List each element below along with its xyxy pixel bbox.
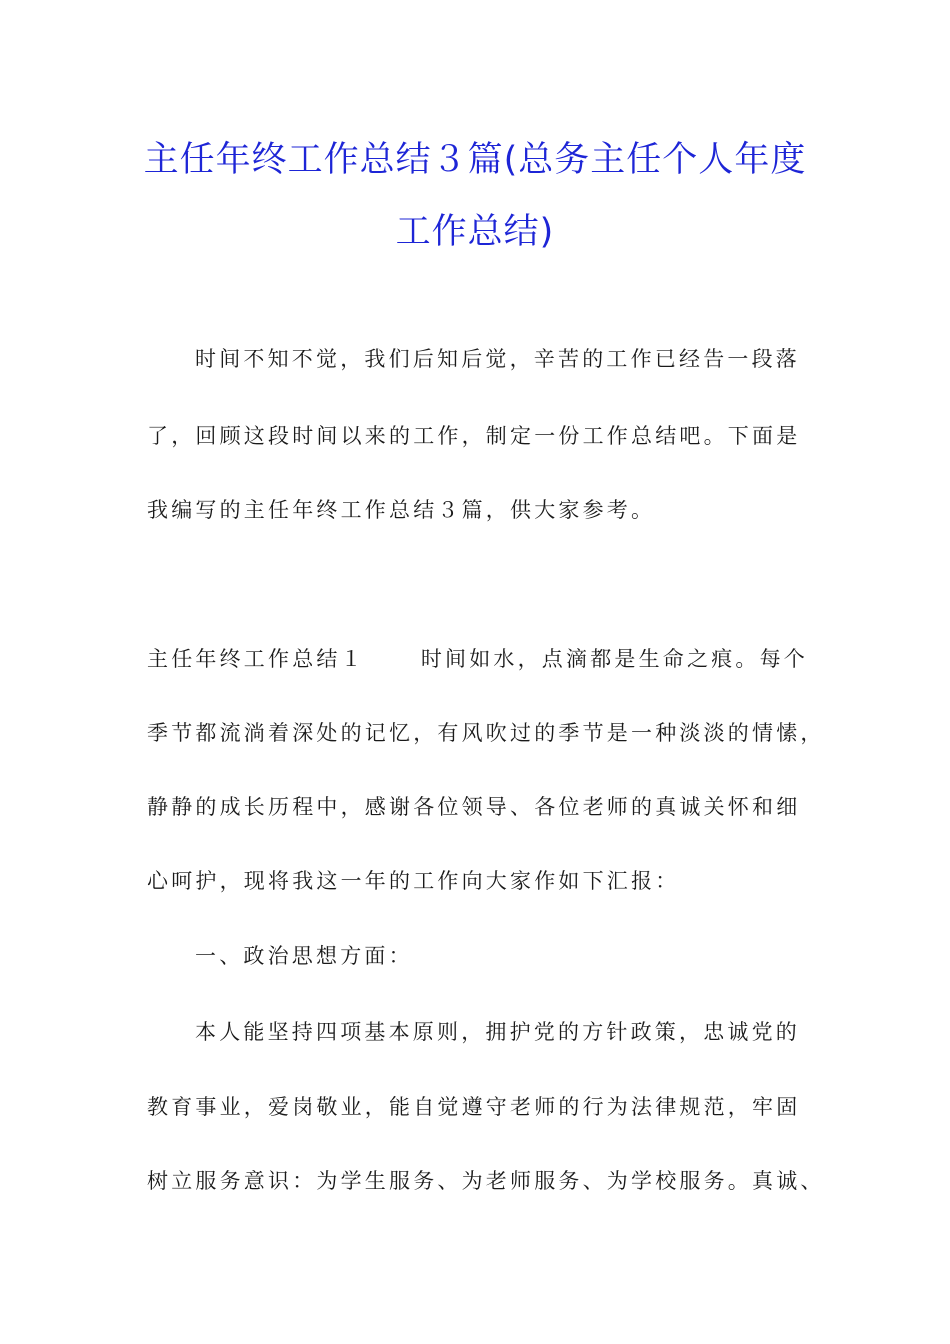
section-1-subheading: 一、政治思想方面： (195, 944, 413, 968)
intro-line-2: 了，回顾这段时间以来的工作，制定一份工作总结吧。下面是 (147, 424, 801, 448)
document-title-line-2: 工作总结) (395, 212, 555, 252)
section-1-heading: 主任年终工作总结１ (147, 647, 365, 671)
section-1-para2-line-2: 教育事业，爱岗敬业，能自觉遵守老师的行为法律规范，牢固 (147, 1095, 801, 1119)
section-1-first-line (147, 644, 817, 674)
section-1-para2-line-3: 树立服务意识：为学生服务、为老师服务、为学校服务。真诚、 (147, 1169, 825, 1193)
section-1-line-4: 心呵护，现将我这一年的工作向大家作如下汇报： (147, 869, 680, 893)
section-1-line-3: 静静的成长历程中，感谢各位领导、各位老师的真诚关怀和细 (147, 795, 801, 819)
intro-line-1: 时间不知不觉，我们后知后觉，辛苦的工作已经告一段落 (195, 347, 800, 371)
section-1-para2-line-1: 本人能坚持四项基本原则，拥护党的方针政策，忠诚党的 (195, 1020, 800, 1044)
intro-line-3: 我编写的主任年终工作总结３篇，供大家参考。 (147, 498, 656, 522)
section-1-first-line-text: 时间如水，点滴都是生命之痕。每个 (420, 647, 809, 671)
section-1-line-2: 季节都流淌着深处的记忆，有风吹过的季节是一种淡淡的情愫， (147, 721, 825, 745)
document-title-line-1: 主任年终工作总结３篇(总务主任个人年度 (143, 140, 807, 180)
